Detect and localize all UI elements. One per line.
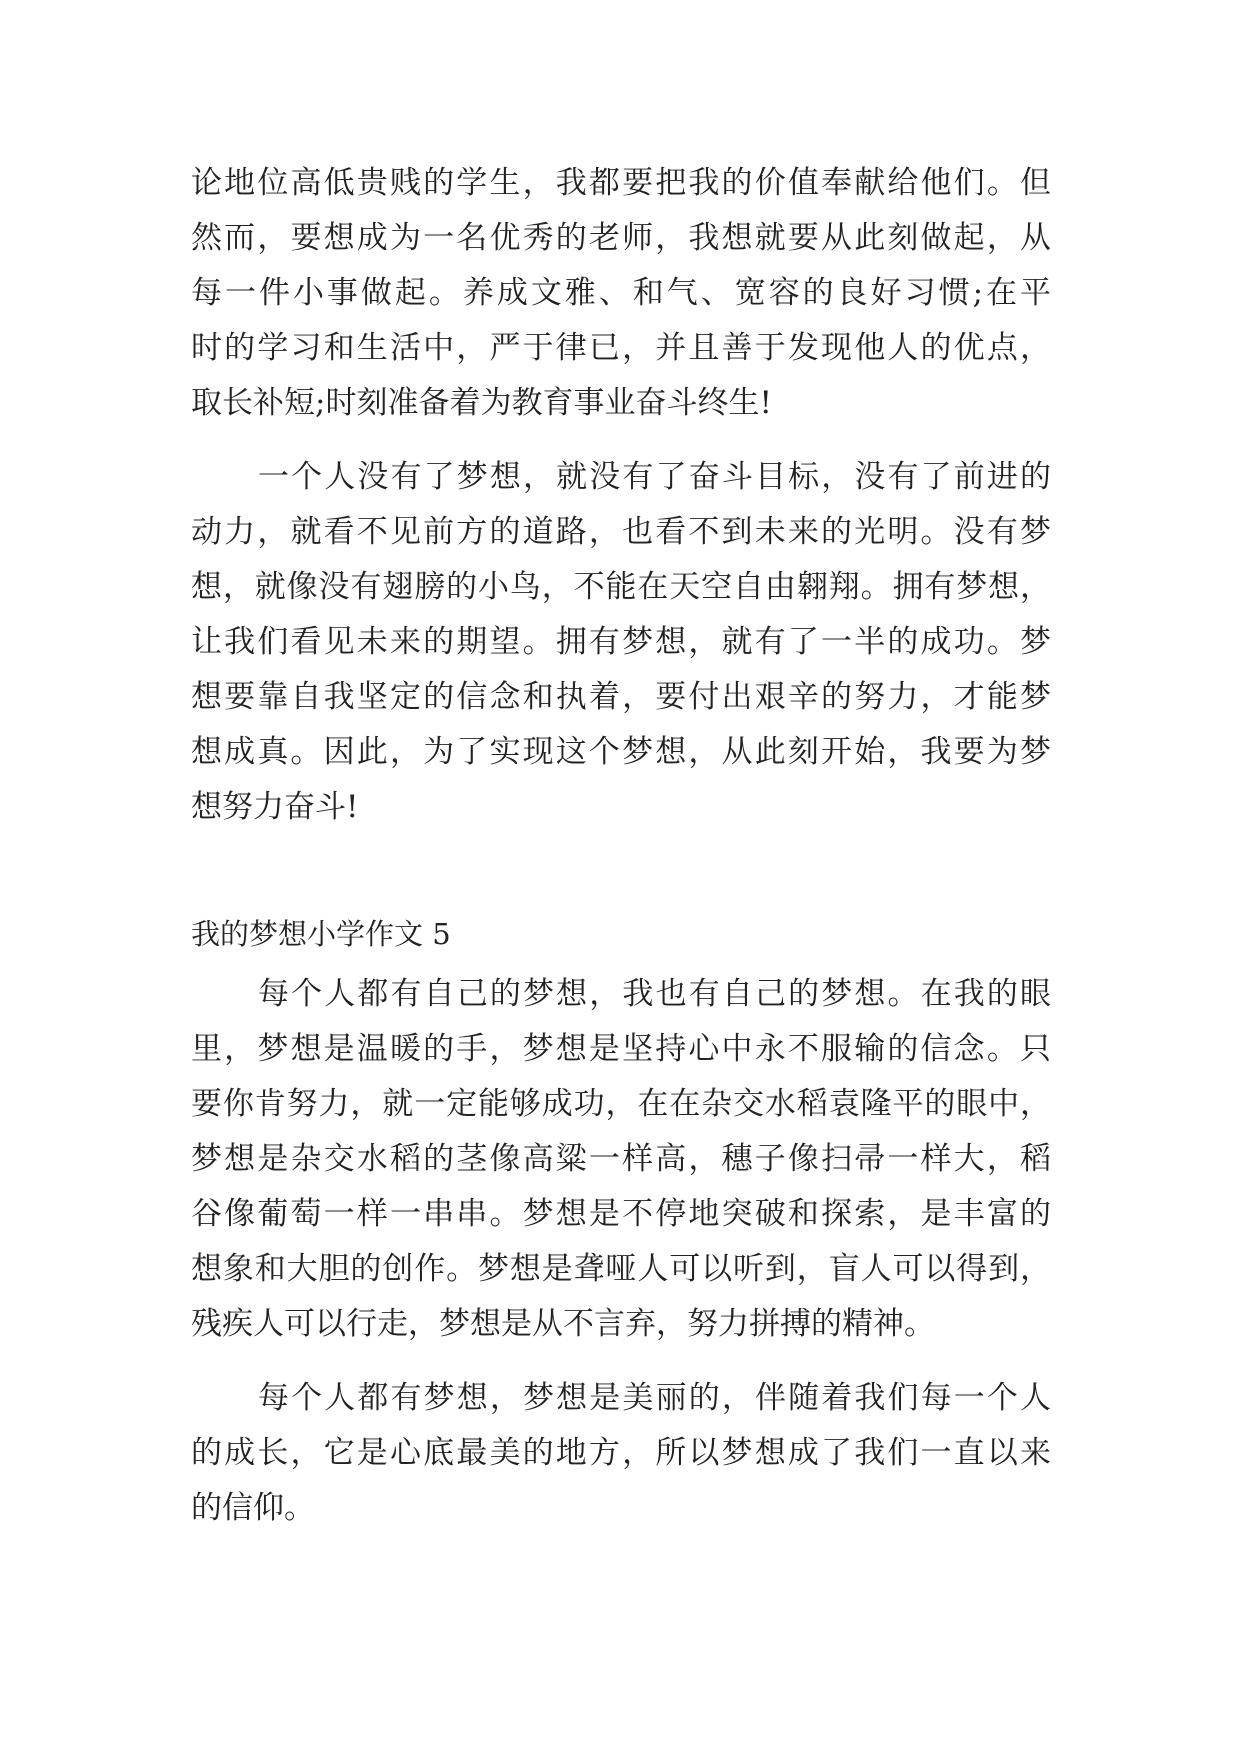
text-line: 要你肯努力，就一定能够成功，在在杂交水稻袁隆平的眼中， [191, 1086, 1051, 1122]
text-line: 时的学习和生活中，严于律已，并且善于发现他人的优点， [191, 330, 1051, 366]
text-line: 的信仰。 [191, 1490, 315, 1526]
text-line: 谷像葡萄一样一串串。梦想是不停地突破和探索，是丰富的 [191, 1196, 1051, 1232]
text-line: 取长补短;时刻准备着为教育事业奋斗终生! [191, 385, 772, 421]
text-line: 想要靠自我坚定的信念和执着，要付出艰辛的努力，才能梦 [191, 679, 1051, 715]
text-line: 想，就像没有翅膀的小鸟，不能在天空自由翱翔。拥有梦想， [191, 569, 1051, 605]
text-line: 让我们看见未来的期望。拥有梦想，就有了一半的成功。梦 [191, 624, 1051, 660]
text-line: 梦想是杂交水稻的茎像高粱一样高，穗子像扫帚一样大，稻 [191, 1141, 1051, 1177]
text-line: 想努力奋斗! [191, 789, 359, 825]
text-line: 动力，就看不见前方的道路，也看不到未来的光明。没有梦 [191, 514, 1051, 550]
text-line: 一个人没有了梦想，就没有了奋斗目标，没有了前进的 [258, 459, 1051, 495]
text-line: 的成长，它是心底最美的地方，所以梦想成了我们一直以来 [191, 1435, 1051, 1471]
text-line: 想成真。因此，为了实现这个梦想，从此刻开始，我要为梦 [191, 734, 1051, 770]
text-line: 每个人都有自己的梦想，我也有自己的梦想。在我的眼 [258, 976, 1051, 1012]
text-line: 论地位高低贵贱的学生，我都要把我的价值奉献给他们。但 [191, 165, 1051, 201]
text-line: 里，梦想是温暖的手，梦想是坚持心中永不服输的信念。只 [191, 1031, 1051, 1067]
text-line: 每个人都有梦想，梦想是美丽的，伴随着我们每一个人 [258, 1380, 1051, 1416]
text-line: 每一件小事做起。养成文雅、和气、宽容的良好习惯;在平 [191, 275, 1051, 311]
text-line: 想象和大胆的创作。梦想是聋哑人可以听到，盲人可以得到， [191, 1251, 1051, 1287]
text-line: 然而，要想成为一名优秀的老师，我想就要从此刻做起，从 [191, 220, 1051, 256]
section-heading: 我的梦想小学作文 5 [191, 917, 451, 951]
text-line: 残疾人可以行走，梦想是从不言弃，努力拼搏的精神。 [191, 1306, 935, 1342]
